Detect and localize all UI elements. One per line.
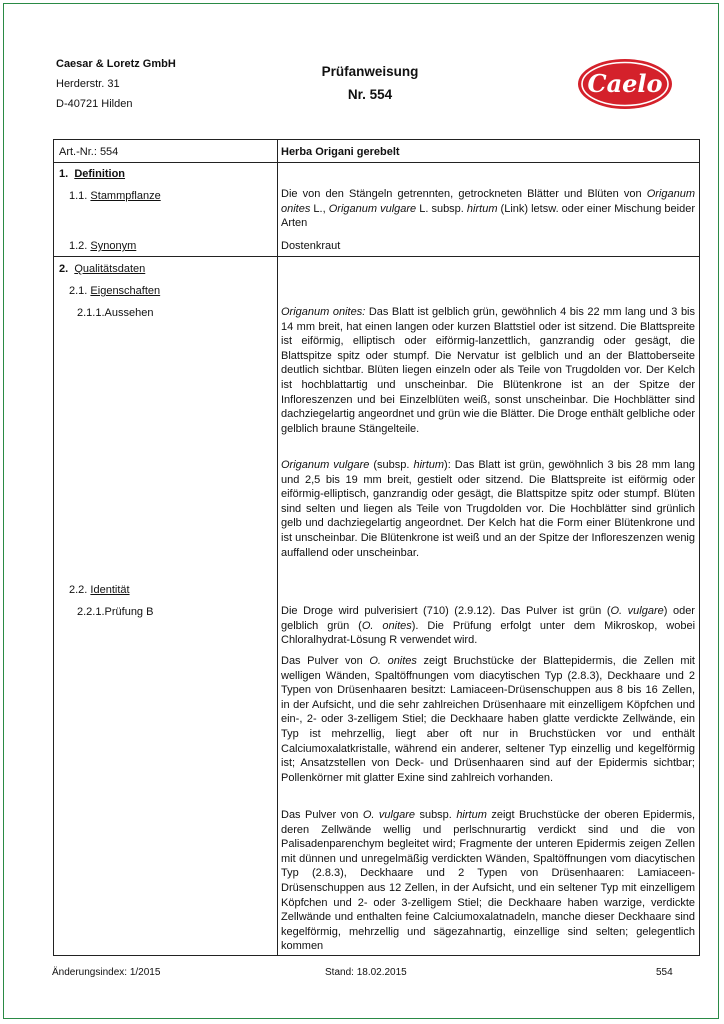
section-1-title: Definition <box>74 168 126 180</box>
company-name: Caesar & Loretz GmbH <box>56 58 176 70</box>
stammpflanze-text: Die von den Stängeln getrennten, getrockneten Blätter und Blüten von Origanum onites L., Origanum vulgare L. subsp. hirtum (Link) letsw. oder einer Mischung beider Arten <box>281 188 695 230</box>
product-name: Herba Origani gerebelt <box>281 146 400 158</box>
pruefung-b-intro: Die Droge wird pulverisiert (710) (2.9.12). Das Pulver ist grün (O. vulgare) oder gelblich grün (O. onites). Die Prüfung erfolgt unter dem Mikroskop, wobei Chloralhydrat-Lösung R verwendet wird. <box>281 605 696 647</box>
company-address <box>56 54 176 114</box>
section-2: 2. Qualitätsdaten <box>59 263 146 275</box>
pruefung-b-onites: Das Pulver von O. onites zeigt Bruchstücke der Blattepidermis, die Zellen mit welligen Wänden, Spaltöffnungen vom diacytischen Typ (2.8.3), Deckhaare und 2 Typen von Drüsenhaaren besitzt: Lamiaceen-Drüsenschuppen aus 8 bis 16 Zellen, in der Aufsicht, und die sehr zahlreichen Drüsenhaare mit einzelligem Köpfchen und ein-, 2- oder 3-zelligem Stiel; die Deckhaare haben glatte verdickte Zellwände, ein Typ ist mehrzellig, liegt aber oft nur in Bruchstücken vor und enthält Calciumoxalatkristalle, während ein anderer, seltener Typ einzellig und kegelförmig ist; Ansatzstellen von Deck- und Drüsenhaaren sind auf der Epidermis sichtbar; Pollenkörner mit glatter Exine sind zahlreich vorhanden. <box>281 655 695 784</box>
aussehen-onites: Origanum onites: Das Blatt ist gelblich grün, gewöhnlich 4 bis 22 mm lang und 3 bis 14 mm breit, hat einen langen oder kurzen Blattstiel oder ist sitzend. Die Blattspreite ist eiförmig, elliptisch oder eiförmig-lanzettlich, ganzrandig oder gesägt, die Blattspitze spitz oder stumpf. Die Nervatur ist gelblich und an der Blattoberseite deutlich sichtbar. Blüten liegen einzeln oder als Teile von Trugdolden vor. Der Kelch ist hochblattartig und unscheinbar. Die Blütenkrone ist an der Spitze der Infloreszenzen und bei Einzelblüten weiß, sonst unscheinbar. Die Hochblätter sind dachziegelartig angeordnet und grün wie die Blätter. Die Droge enthält gelbliche oder gelblich braune Stängelteile. <box>281 306 696 435</box>
section-1-2: 1.2. Synonym <box>69 240 137 252</box>
footer-page-number: 554 <box>656 967 673 978</box>
synonym-text: Dostenkraut <box>281 240 341 252</box>
test-instruction-table <box>53 139 700 956</box>
article-number: Art.-Nr.: 554 <box>59 146 119 158</box>
footer-change-index: Änderungsindex: 1/2015 <box>52 967 161 978</box>
row-divider <box>54 256 699 257</box>
company-street: Herderstr. 31 <box>56 78 120 90</box>
column-divider <box>277 140 278 955</box>
aussehen-vulgare: Origanum vulgare (subsp. hirtum): Das Blatt ist grün, gewöhnlich 3 bis 28 mm lang und 2,5 bis 19 mm breit, gestielt oder sitzend. Die Blattspreite ist eiförmig oder eiförmig-elliptisch, ganzrandig oder gesägt, die Blattspitze spitz oder stumpf. Blüten sind selten und liegen als Teile von Trugdolden vor. Die Hochblätter sind grünlich gelb und dachziegelartig angeordnet. Der Kelch hat die Form einer Blütenkrone und ist unscheinbar. Die Blütenkrone ist weiß und an der Spitze der Infloreszenzen wenig auffallend oder unscheinbar. <box>281 459 695 559</box>
section-2-2: 2.2. Identität <box>69 584 130 596</box>
section-2-1: 2.1. Eigenschaften <box>69 285 161 297</box>
row-divider <box>54 162 699 163</box>
section-2-1-1: 2.1.1.Aussehen <box>77 307 154 319</box>
company-city: D-40721 Hilden <box>56 98 133 110</box>
title-text: Prüfanweisung <box>321 64 419 79</box>
section-1: 1. Definition <box>59 168 126 180</box>
footer-date: Stand: 18.02.2015 <box>325 967 407 978</box>
logo-text: Caelo <box>587 69 663 98</box>
document-number: Nr. 554 <box>347 87 393 102</box>
section-1-1: 1.1. Stammpflanze <box>69 190 161 202</box>
section-2-title: Qualitätsdaten <box>74 263 146 275</box>
section-2-2-1: 2.2.1.Prüfung B <box>77 606 154 618</box>
pruefung-b-vulgare: Das Pulver von O. vulgare subsp. hirtum zeigt Bruchstücke der oberen Epidermis, deren Zellwände wellig und perlschnurartig verdickt sind und die von Palisadenparenchym begleitet wird; Fragmente der unteren Epidermis zeigen Zellen mit dünnen und unregelmäßig verdickten Wänden, Spaltöffnungen vom diacytischen Typ (2.8.3), Deckhaare und 2 Typen von Drüsenhaaren: Lamiaceen-Drüsenschuppen aus 12 Zellen, in der Aufsicht, und ein seltener Typ mit einzelligem Köpfchen und 2- oder 3-zelligem Stiel; die Deckhaare haben warzige, verdickte Zellwände und enthalten feine Calciumoxalatnadeln, manche dieser Deckhaare sind kegelförmig, mehrzellig und sägezahnartig, einzellige sind selten; gelegentlich kommen <box>281 809 696 953</box>
caelo-logo <box>577 58 673 110</box>
document-title <box>290 60 450 106</box>
